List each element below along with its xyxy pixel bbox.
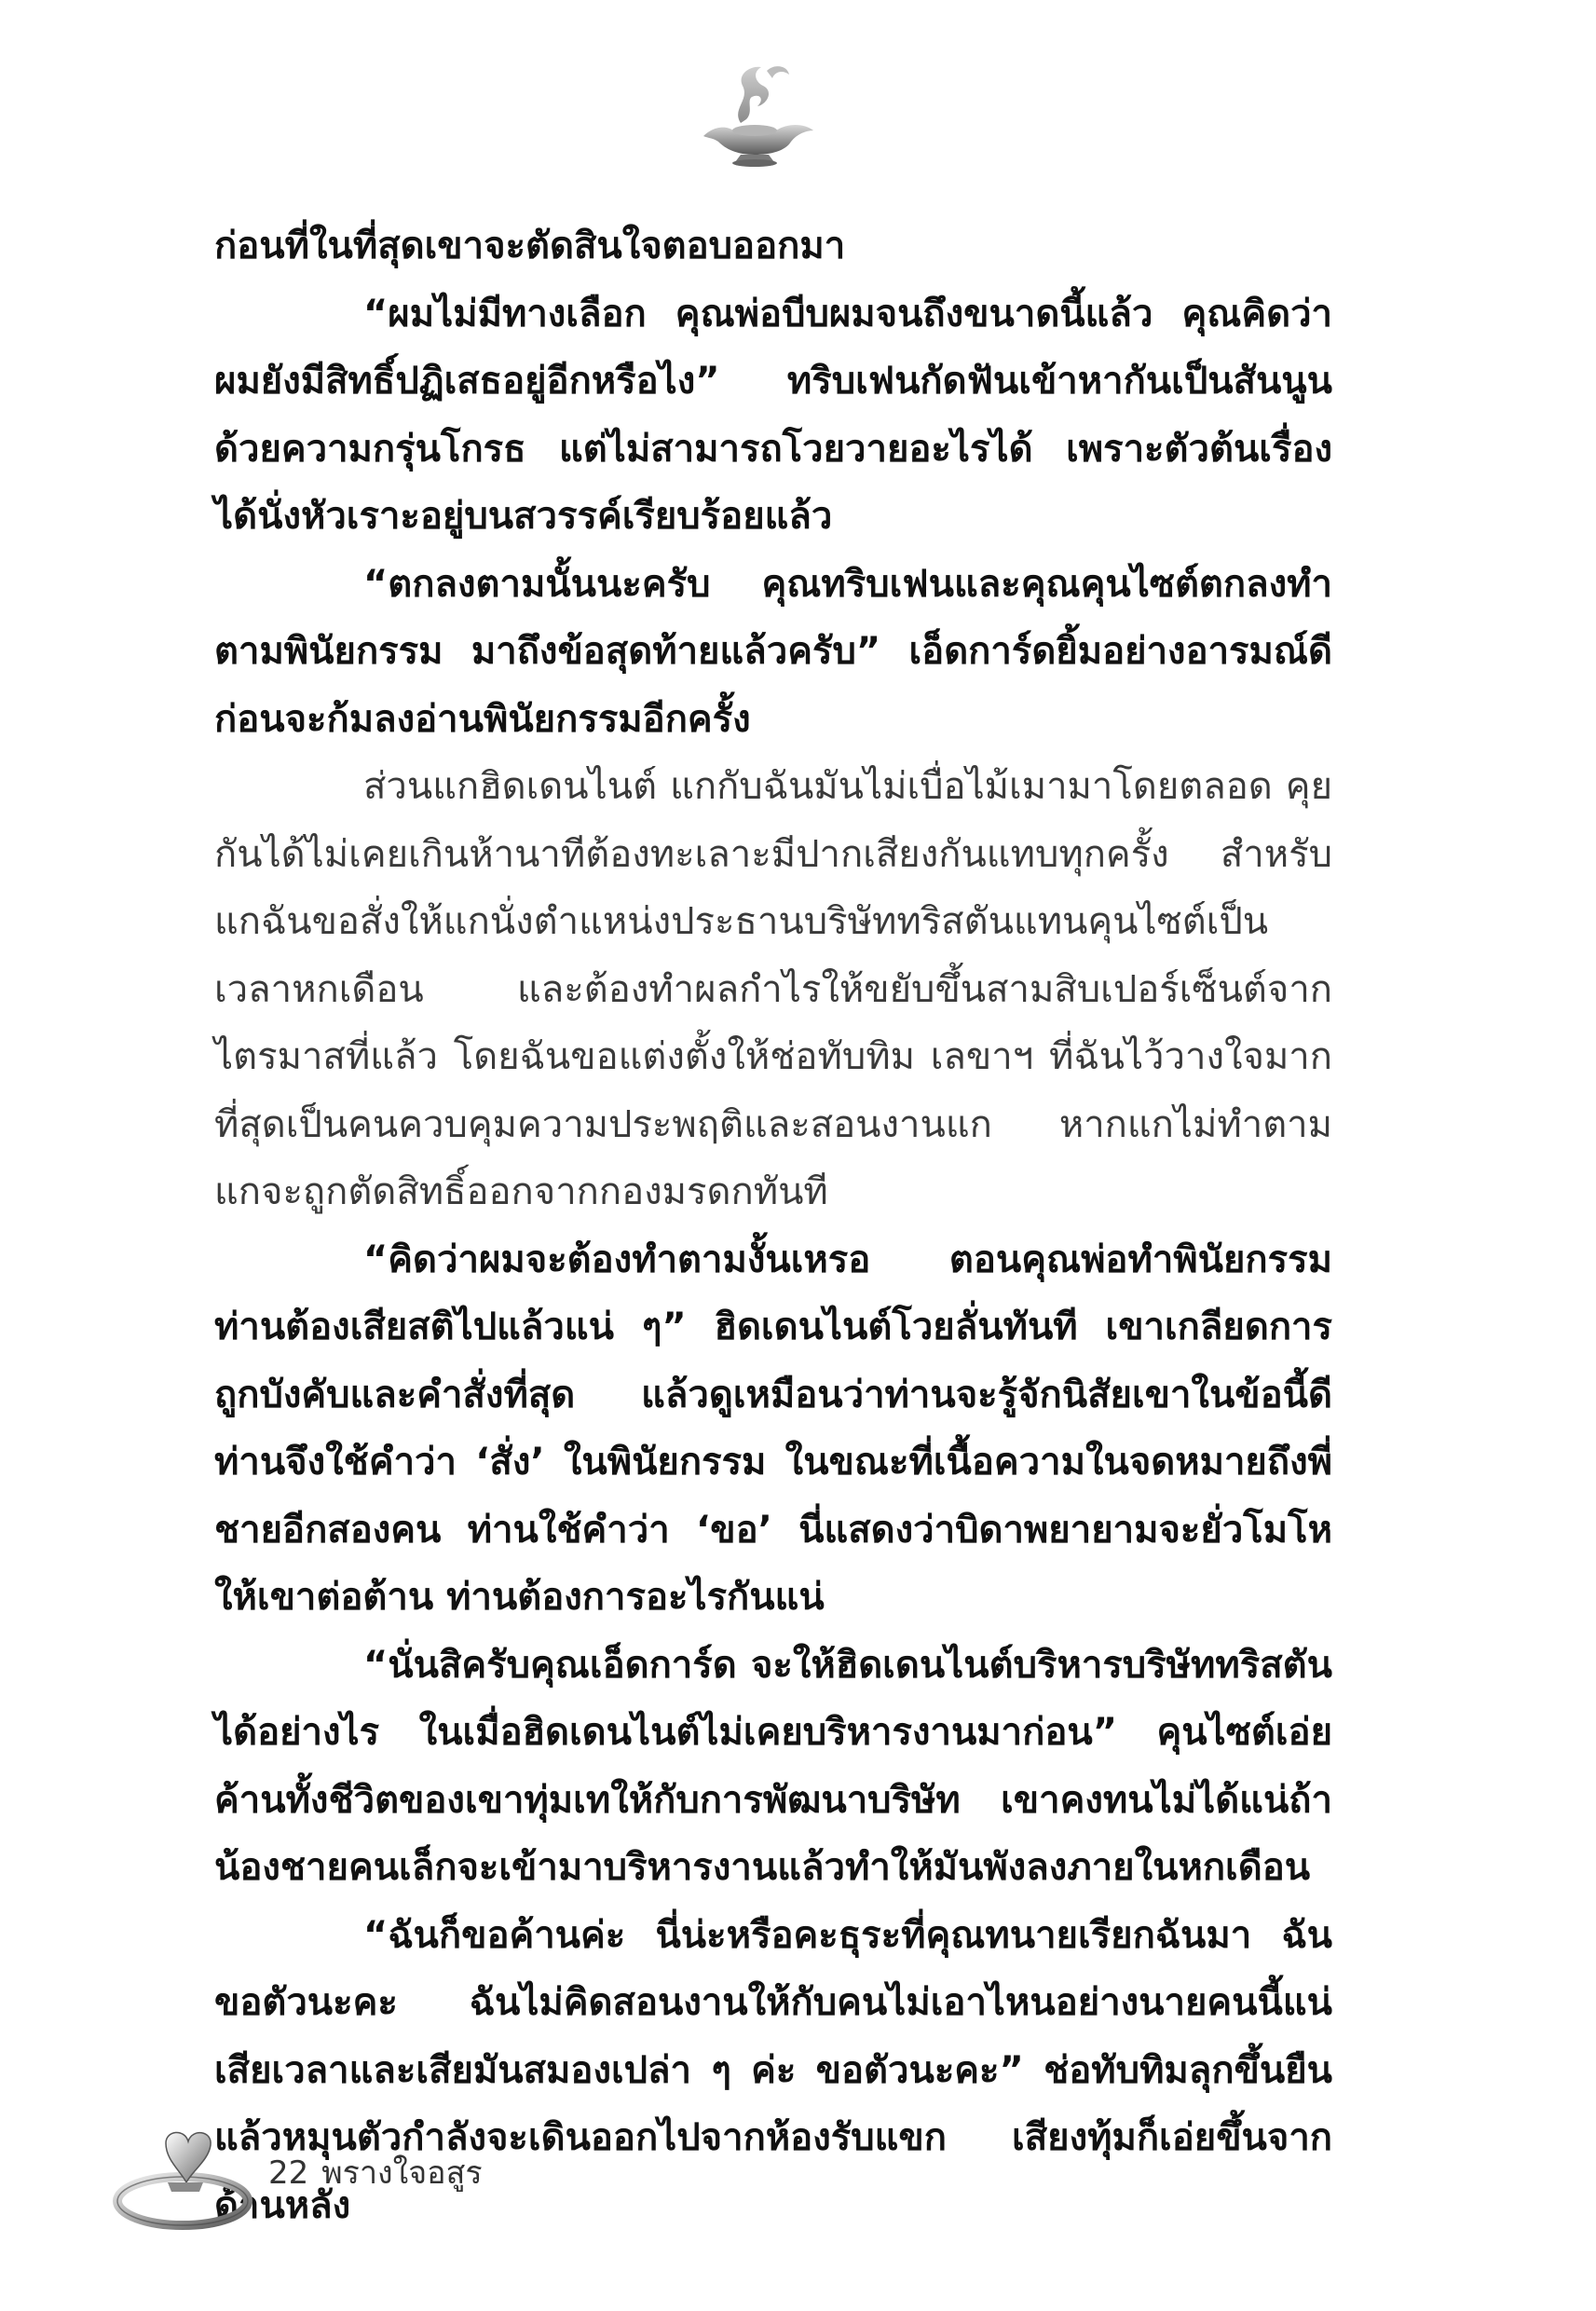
footer-text <box>268 2147 496 2197</box>
body-text <box>214 212 1332 2239</box>
paragraph: “คิดว่าผมจะต้องทำตามงั้นเหรอ ตอนคุณพ่อทำพินัยกรรมท่านต้องเสียสติไปแล้วแน่ ๆ” ฮิดเดนไนต์โวยลั่นทันที เขาเกลียดการถูกบังคับและคำสั่งที่สุด แล้วดูเหมือนว่าท่านจะรู้จักนิสัยเขาในข้อนี้ดี ท่านจึงใช้คำว่า ‘สั่ง’ ในพินัยกรรม ในขณะที่เนื้อความในจดหมายถึงพี่ชายอีกสองคน ท่านใช้คำว่า ‘ขอ’ นี่แสดงว่าบิดาพยายามจะยั่วโมโหให้เขาต่อต้าน ท่านต้องการอะไรกันแน่ <box>214 1238 1332 1619</box>
page-footer <box>110 2125 762 2246</box>
page-number: 22 <box>268 2154 309 2192</box>
heart-ring-icon <box>110 2125 259 2236</box>
genie-lamp-icon <box>685 58 825 170</box>
paragraph: ส่วนแกฮิดเดนไนต์ แกกับฉันมันไม่เบื่อไม้เมามาโดยตลอด คุยกันได้ไม่เคยเกินห้านาทีต้องทะเลาะมีปากเสียงกันแทบทุกครั้ง สำหรับแกฉันขอสั่งให้แกนั่งตำแหน่งประธานบริษัททริสตันแทนคุนไซต์เป็นเวลาหกเดือน และต้องทำผลกำไรให้ขยับขึ้นสามสิบเปอร์เซ็นต์จากไตรมาสที่แล้ว โดยฉันขอแต่งตั้งให้ช่อทับทิม เลขาฯ ที่ฉันไว้วางใจมากที่สุดเป็นคนควบคุมความประพฤติและสอนงานแก หากแกไม่ทำตาม แกจะถูกตัดสิทธิ์ออกจากกองมรดกทันที <box>214 765 1332 1213</box>
paragraph: “ตกลงตามนั้นนะครับ คุณทริบเฟนและคุณคุนไซต์ตกลงทำตามพินัยกรรม มาถึงข้อสุดท้ายแล้วครับ” เอ็ดการ์ดยิ้มอย่างอารมณ์ดีก่อนจะก้มลงอ่านพินัยกรรมอีกครั้ง <box>214 562 1332 741</box>
paragraph: “ฉันก็ขอค้านค่ะ นี่น่ะหรือคะธุระที่คุณทนายเรียกฉันมา ฉันขอตัวนะคะ ฉันไม่คิดสอนงานให้กับคนไม่เอาไหนอย่างนายคนนี้แน่ เสียเวลาและเสียมันสมองเปล่า ๆ ค่ะ ขอตัวนะคะ” ช่อทับทิมลุกขึ้นยืนแล้วหมุนตัวกำลังจะเดินออกไปจากห้องรับแขก เสียงทุ้มก็เอ่ยขึ้นจากด้านหลัง <box>214 1913 1332 2227</box>
paragraph: “ผมไม่มีทางเลือก คุณพ่อบีบผมจนถึงขนาดนี้แล้ว คุณคิดว่าผมยังมีสิทธิ์ปฏิเสธอยู่อีกหรือไง” ทริบเฟนกัดฟันเข้าหากันเป็นสันนูนด้วยความกรุ่นโกรธ แต่ไม่สามารถโวยวายอะไรได้ เพราะตัวต้นเรื่องได้นั่งหัวเราะอยู่บนสวรรค์เรียบร้อยแล้ว <box>214 292 1332 538</box>
paragraph: ก่อนที่ในที่สุดเขาจะตัดสินใจตอบออกมา <box>214 225 846 267</box>
paragraph: “นั่นสิครับคุณเอ็ดการ์ด จะให้ฮิดเดนไนต์บริหารบริษัททริสตันได้อย่างไร ในเมื่อฮิดเดนไนต์ไม่เคยบริหารงานมาก่อน” คุนไซต์เอ่ยค้านทั้งชีวิตของเขาทุ่มเทให้กับการพัฒนาบริษัท เขาคงทนไม่ได้แน่ถ้าน้องชายคนเล็กจะเข้ามาบริหารงานแล้วทำให้มันพังลงภายในหกเดือน <box>214 1643 1332 1889</box>
book-title: พรางใจอสูร <box>321 2154 483 2192</box>
